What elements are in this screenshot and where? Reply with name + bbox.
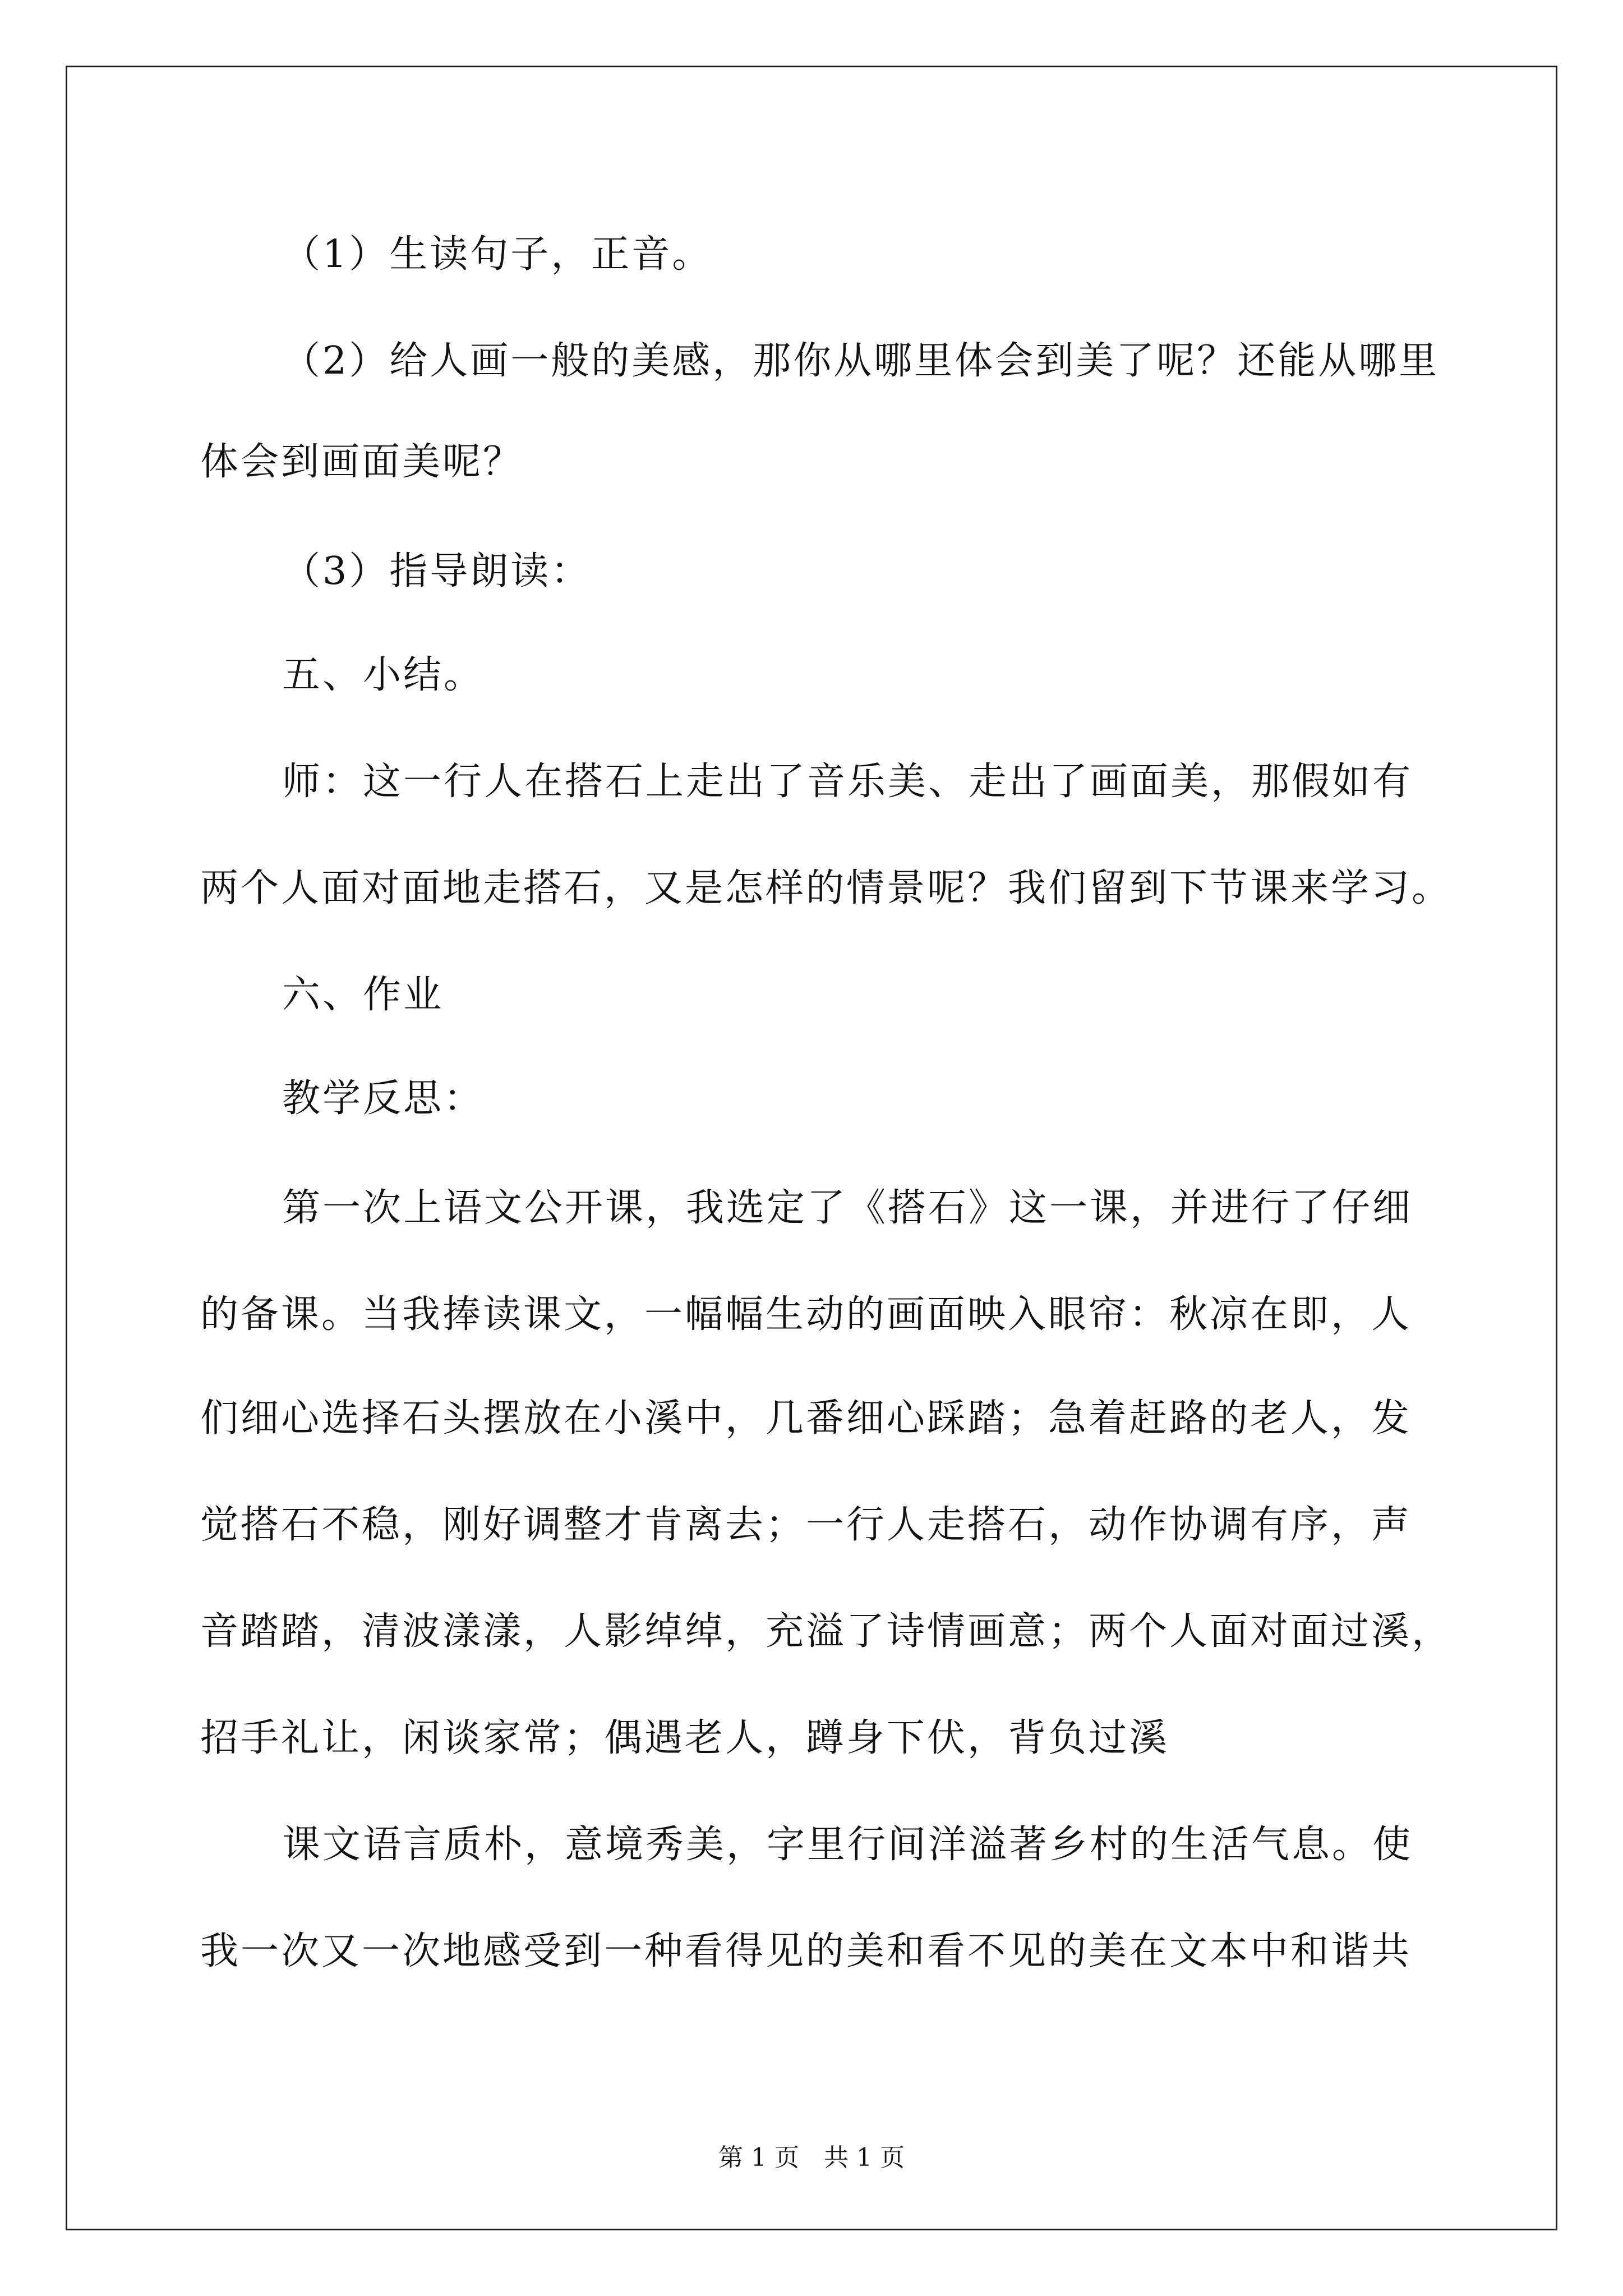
paragraph-line: （1）生读句子，正音。 xyxy=(282,232,713,277)
paragraph-line: 体会到画面美呢？ xyxy=(200,440,524,484)
paragraph-line: 们细心选择石头摆放在小溪中，几番细心踩踏；急着赶路的老人，发 xyxy=(200,1396,1412,1441)
paragraph-line: 第一次上语文公开课，我选定了《搭石》这一课，并进行了仔细 xyxy=(282,1186,1413,1230)
paragraph-line: 觉搭石不稳，刚好调整才肯离去；一行人走搭石，动作协调有序，声 xyxy=(200,1503,1412,1547)
section-heading: 五、小结。 xyxy=(282,653,485,697)
page-border xyxy=(66,66,1557,2230)
paragraph-line: 课文语言质朴，意境秀美，字里行间洋溢著乡村的生活气息。使 xyxy=(282,1823,1413,1867)
paragraph-line: 我一次又一次地感受到一种看得见的美和看不见的美在文本中和谐共 xyxy=(200,1929,1412,1973)
paragraph-line: 的备课。当我捧读课文，一幅幅生动的画面映入眼帘：秋凉在即，人 xyxy=(200,1292,1412,1337)
section-heading: 教学反思： xyxy=(282,1076,485,1121)
page-footer: 第 1 页 共 1 页 xyxy=(718,2143,905,2172)
paragraph-line: 师：这一行人在搭石上走出了音乐美、走出了画面美，那假如有 xyxy=(282,760,1413,804)
paragraph-line: （3）指导朗读： xyxy=(282,549,592,593)
paragraph-line: （2）给人画一般的美感，那你从哪里体会到美了呢？还能从哪里 xyxy=(282,339,1440,383)
paragraph-line: 两个人面对面地走搭石，又是怎样的情景呢？我们留到下节课来学习。 xyxy=(200,866,1453,910)
paragraph-line: 音踏踏，清波漾漾，人影绰绰，充溢了诗情画意；两个人面对面过溪， xyxy=(200,1609,1453,1654)
section-heading: 六、作业 xyxy=(282,973,444,1017)
paragraph-line: 招手礼让，闲谈家常；偶遇老人，蹲身下伏，背负过溪 xyxy=(200,1716,1170,1760)
